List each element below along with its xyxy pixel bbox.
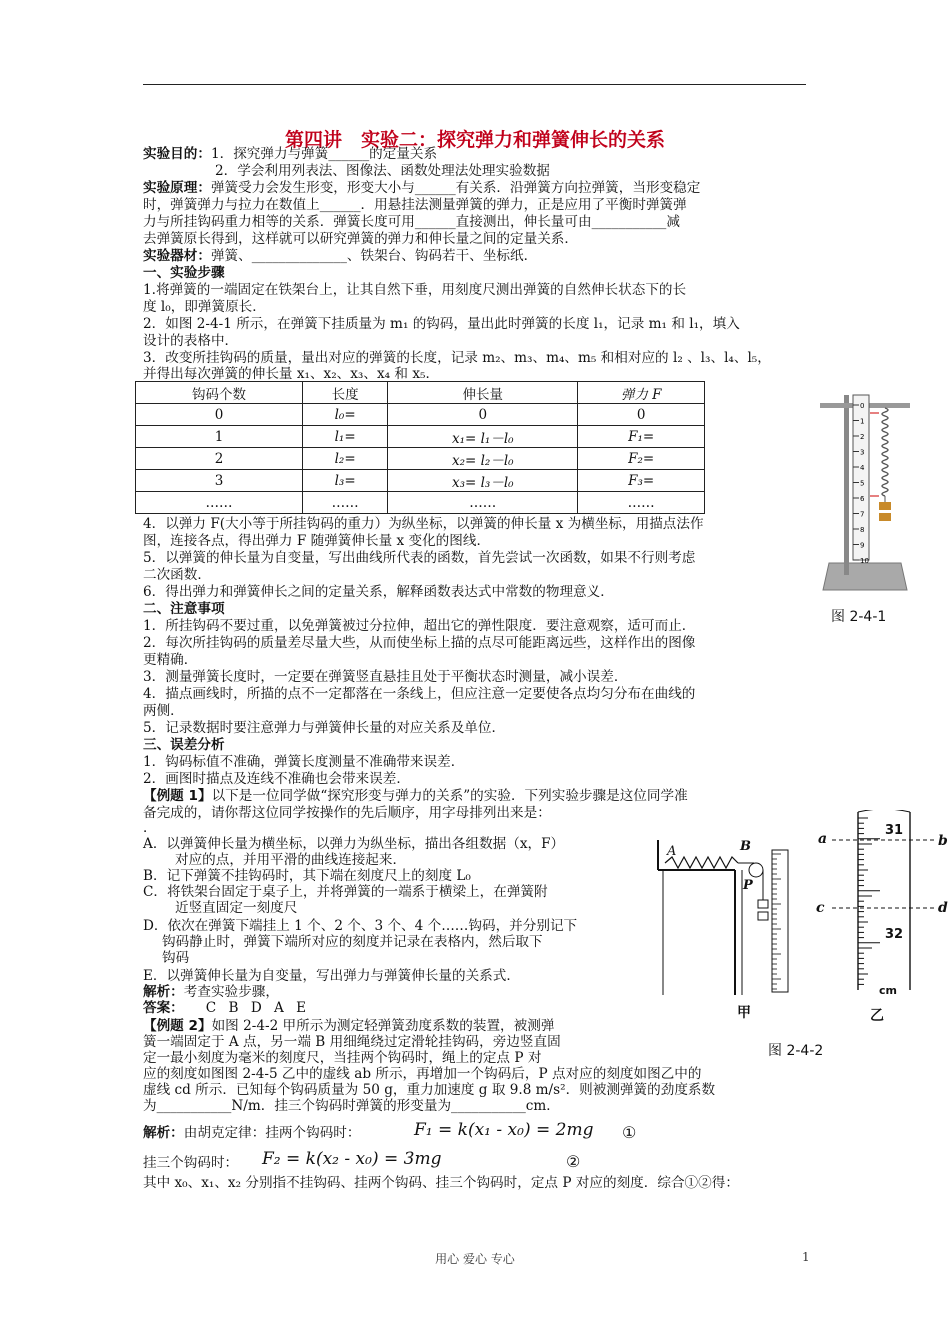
ruler-tick-label: 2 xyxy=(860,433,865,441)
purpose-label: 实验目的： xyxy=(143,146,211,162)
steps-heading: 一、实验步骤 xyxy=(143,265,225,281)
notes-line-1: 1．所挂钩码不要过重，以免弹簧被过分拉伸，超出它的弹性限度．要注意观察，适可而止． xyxy=(143,618,696,634)
equipment-text: 弹簧、______________、铁架台、钩码若干、坐标纸． xyxy=(210,248,538,264)
principle-line-2: 时，弹簧弹力与拉力在数值上______．用悬挂法测量弹簧的弹力，正是应用了平衡时弹簧弹 xyxy=(143,197,687,213)
notes-line-5: 4．描点画线时，所描的点不一定都落在一条线上，但应注意一定要使各点均匀分布在曲线的 xyxy=(143,686,696,702)
label-b: b xyxy=(938,833,948,849)
principle-line-4: 去弹簧原长得到，这样就可以研究弹簧的弹力和伸长量之间的定量关系． xyxy=(143,231,578,247)
purpose-line-2: 2．学会利用列表法、图像法、函数处理法处理实验数据 xyxy=(215,163,550,179)
example2-label: 【例题 2】 xyxy=(143,1018,212,1034)
ruler-tick-label: 6 xyxy=(860,495,865,503)
weight-2 xyxy=(879,513,891,521)
example2-line-2: 簧一端固定于 A 点，另一端 B 用细绳绕过定滑轮挂钩码，旁边竖直固 xyxy=(143,1034,561,1050)
steps-line-3: 2．如图 2-4-1 所示，在弹簧下挂质量为 m₁ 的钩码，量出此时弹簧的长度 l₁，记录 m₁ 和 l₁，填入 xyxy=(143,316,740,332)
table-cell: 0 xyxy=(136,404,303,426)
ruler-3-ticks xyxy=(858,818,880,984)
table-cell: 3 xyxy=(136,470,303,492)
label-yi: 乙 xyxy=(870,1008,884,1024)
table-row xyxy=(136,448,705,470)
steps-line-5: 3．改变所挂钩码的质量，量出对应的弹簧的长度，记录 m₂、m₃、m₄、m₅ 和相对应的 l₂ 、l₃、l₄、l₅， xyxy=(143,350,771,366)
steps-line-6: 并得出每次弹簧的伸长量 x₁、x₂、x₃、x₄ 和 x₅． xyxy=(143,366,440,382)
example1-line-1 xyxy=(143,788,811,805)
ruler-tick-label: 9 xyxy=(860,541,865,550)
table-header: 钩码个数 xyxy=(136,382,303,404)
label-a: a xyxy=(818,831,828,847)
equation-2-number: ② xyxy=(566,1152,581,1171)
example1-line-3: ． xyxy=(143,820,157,836)
example1-option-d-cont2: 钩码 xyxy=(162,950,190,966)
equation-2: F₂ = k(x₂ - x₀) = 3mg xyxy=(262,1149,442,1169)
ruler-label-32: 32 xyxy=(885,927,904,942)
table-cell: F₃= xyxy=(578,470,705,492)
table-header-row xyxy=(136,382,705,404)
notes-line-6: 两侧． xyxy=(143,703,184,719)
footer-text: 用心 爱心 专心 xyxy=(435,1252,515,1266)
table-cell: …… xyxy=(578,492,705,514)
purpose-line-1 xyxy=(143,146,811,163)
label-p-point: P xyxy=(743,878,753,893)
ruler-tick-label: 3 xyxy=(860,448,865,457)
table-cell: …… xyxy=(388,492,578,514)
table-cell: 1 xyxy=(136,426,303,448)
analysis-text-2: 由胡克定律：挂两个钩码时： xyxy=(183,1125,361,1141)
label-jia: 甲 xyxy=(737,1005,751,1021)
equation-1: F₁ = k(x₁ - x₀) = 2mg xyxy=(414,1120,594,1140)
table-header: 长度 xyxy=(303,382,388,404)
table-cell: l₀= xyxy=(303,404,388,426)
table-cell: 0 xyxy=(578,404,705,426)
figure-2-4-1-caption: 图 2-4-1 xyxy=(831,609,887,625)
label-c: c xyxy=(816,900,825,916)
answer-text: C B D A E xyxy=(205,1000,311,1016)
example1-text-1: 以下是一位同学做“探究形变与弹力的关系”的实验．下列实验步骤是这位同学准 xyxy=(211,788,688,804)
errors-heading: 三、误差分析 xyxy=(143,737,225,753)
ruler-tick-label: 1 xyxy=(860,417,865,426)
steps-line-1: 1.将弹簧的一端固定在铁架台上，让其自然下垂，用刻度尺测出弹簧的自然伸长状态下的长 xyxy=(143,282,687,298)
equation-1-number: ① xyxy=(622,1123,637,1142)
example2-line-8: 其中 x₀、x₁、x₂ 分别指不挂钩码、挂两个钩码、挂三个钩码时，定点 P 对应的刻度．综合①②得： xyxy=(143,1175,739,1191)
table-row xyxy=(136,492,705,514)
answer-label: 答案： xyxy=(143,1000,184,1016)
table-cell: x₁= l₁－l₀ xyxy=(388,426,578,448)
steps-line-11: 6．得出弹力和弹簧伸长之间的定量关系，解释函数表达式中常数的物理意义． xyxy=(143,584,614,600)
principle-text-1: 弹簧受力会发生形变，形变大小与______有关系．沿弹簧方向拉弹簧，当形变稳定 xyxy=(210,180,701,196)
ruler-tick-label: 4 xyxy=(860,464,865,472)
table-cell: …… xyxy=(303,492,388,514)
analysis-label-2: 解析： xyxy=(143,1125,184,1141)
purpose-text-1: 1．探究弹力与弹簧______的定量关系 xyxy=(210,146,438,162)
page-number: 1 xyxy=(802,1250,810,1264)
ruler-tick-label: 5 xyxy=(860,479,865,488)
example2-line-5: 虚线 cd 所示．已知每个钩码质量为 50 g，重力加速度 g 取 9.8 m/s²．则被测弹簧的劲度系数 xyxy=(143,1082,716,1098)
example1-option-c-cont: 近竖直固定一刻度尺 xyxy=(175,900,298,916)
example2-line-6: 为___________N/m．挂三个钩码时弹簧的形变量为___________cm． xyxy=(143,1098,560,1114)
data-table xyxy=(135,381,705,514)
ruler-label-31: 31 xyxy=(885,823,904,838)
table-cell: l₃= xyxy=(303,470,388,492)
analysis-label: 解析： xyxy=(143,984,184,1000)
ruler-top-curve xyxy=(858,810,910,812)
example1-option-a: A．以弹簧伸长量为横坐标，以弹力为纵坐标，描出各组数据（x，F） xyxy=(143,836,565,852)
table-cell: l₁= xyxy=(303,426,388,448)
ruler-tick-label: 7 xyxy=(860,510,865,519)
errors-line-2: 2．画图时描点及连线不准确也会带来误差． xyxy=(143,771,410,787)
vertical-ruler xyxy=(772,850,788,992)
principle-label: 实验原理： xyxy=(143,180,211,196)
notes-line-3: 更精确． xyxy=(143,652,198,668)
example2-line-1 xyxy=(143,1018,811,1035)
steps-line-8: 图，连接各点，得出弹力 F 随弹簧伸长量 x 变化的图线． xyxy=(143,533,491,549)
header-rule xyxy=(143,84,806,85)
example1-option-a-cont: 对应的点，并用平滑的曲线连接起来． xyxy=(175,852,407,868)
table-row xyxy=(136,404,705,426)
hook-weight-1 xyxy=(758,900,768,908)
table-row xyxy=(136,470,705,492)
steps-line-10: 二次函数． xyxy=(143,567,211,583)
ruler-tick-label: 0 xyxy=(860,402,865,410)
pulley xyxy=(749,863,763,877)
steps-line-4: 设计的表格中． xyxy=(143,333,239,349)
analysis-text: 考查实验步骤， xyxy=(183,984,279,1000)
table-cell: F₂= xyxy=(578,448,705,470)
table-cell: x₃= l₃－l₀ xyxy=(388,470,578,492)
example2-line-3: 定一最小刻度为毫米的刻度尺，当挂两个钩码时，绳上的定点 P 对 xyxy=(143,1050,542,1066)
table-cell: l₂= xyxy=(303,448,388,470)
principle-line-3: 力与所挂钩码重力相等的关系．弹簧长度可用______直接测出，伸长量可由___________减 xyxy=(143,214,680,230)
notes-line-4: 3．测量弹簧长度时，一定要在弹簧竖直悬挂且处于平衡状态时测量，减小误差． xyxy=(143,669,628,685)
notes-heading: 二、注意事项 xyxy=(143,601,225,617)
example1-label: 【例题 1】 xyxy=(143,788,212,804)
table-cell: 2 xyxy=(136,448,303,470)
figure-2-4-2-caption: 图 2-4-2 xyxy=(768,1043,824,1059)
label-b-point: B xyxy=(740,839,751,854)
ruler-tick-label: 10 xyxy=(860,557,869,565)
ruler-2-ticks xyxy=(772,854,781,989)
equipment-label: 实验器材： xyxy=(143,248,211,264)
steps-line-7: 4．以弹力 F(大小等于所挂钩码的重力）为纵坐标，以弹簧的伸长量 x 为横坐标，用描点法作 xyxy=(143,516,704,532)
table-cell: F₁= xyxy=(578,426,705,448)
table-cell: …… xyxy=(136,492,303,514)
example2-line-7: 挂三个钩码时： xyxy=(143,1155,239,1171)
notes-line-2: 2．每次所挂钩码的质量差尽量大些，从而使坐标上描的点尽可能距离远些，这样作出的图像 xyxy=(143,635,696,651)
errors-line-1: 1．钩码标值不准确，弹簧长度测量不准确带来误差． xyxy=(143,754,465,770)
page-title: 第四讲 实验二：探究弹力和弹簧伸长的关系 xyxy=(284,129,665,151)
ruler-tick-label: 8 xyxy=(860,526,865,534)
notes-line-7: 5．记录数据时要注意弹力与弹簧伸长量的对应关系及单位． xyxy=(143,720,506,736)
example1-option-e: E．以弹簧伸长量为自变量，写出弹力与弹簧伸长量的关系式． xyxy=(143,968,520,984)
figure-2-4-2-yi xyxy=(810,810,945,995)
stand-rod xyxy=(844,395,849,575)
label-a-point: A xyxy=(667,844,677,859)
example1-option-d-cont: 钩码静止时，弹簧下端所对应的刻度并记录在表格内，然后取下 xyxy=(162,934,543,950)
table-cell: x₂= l₂－l₀ xyxy=(388,448,578,470)
figure-2-4-1 xyxy=(815,385,915,600)
stand-base xyxy=(823,563,907,590)
table-header: 伸长量 xyxy=(388,382,578,404)
weight-1 xyxy=(879,502,891,510)
label-d: d xyxy=(938,900,948,916)
example1-option-b: B．记下弹簧不挂钩码时，其下端在刻度尺上的刻度 L₀ xyxy=(143,868,471,884)
principle-line-1 xyxy=(143,180,811,197)
table-row xyxy=(136,426,705,448)
table-header: 弹力 F xyxy=(578,382,705,404)
hook-weight-2 xyxy=(758,912,768,920)
equipment-line xyxy=(143,248,811,265)
example1-option-c: C．将铁架台固定于桌子上，并将弹簧的一端系于横梁上，在弹簧附 xyxy=(143,884,548,900)
example2-text-1: 如图 2-4-2 甲所示为测定轻弹簧劲度系数的装置，被测弹 xyxy=(211,1018,555,1034)
steps-line-9: 5．以弹簧的伸长量为自变量，写出曲线所代表的函数，首先尝试一次函数，如果不行则考虑 xyxy=(143,550,696,566)
example1-line-2: 备完成的，请你帮这位同学按操作的先后顺序，用字母排列出来是： xyxy=(143,805,551,821)
example1-option-d: D．依次在弹簧下端挂上 1 个、2 个、3 个、4 个……钩码，并分别记下 xyxy=(143,918,578,934)
ruler-unit: cm xyxy=(879,984,897,997)
table-cell: 0 xyxy=(388,404,578,426)
steps-line-2: 度 l₀，即弹簧原长． xyxy=(143,299,266,315)
example2-line-4: 应的刻度如图图 2-4-5 乙中的虚线 ab 所示，再增加一个钩码后，P 点对应的刻度如图乙中的 xyxy=(143,1066,702,1082)
spring-coil xyxy=(882,408,888,496)
